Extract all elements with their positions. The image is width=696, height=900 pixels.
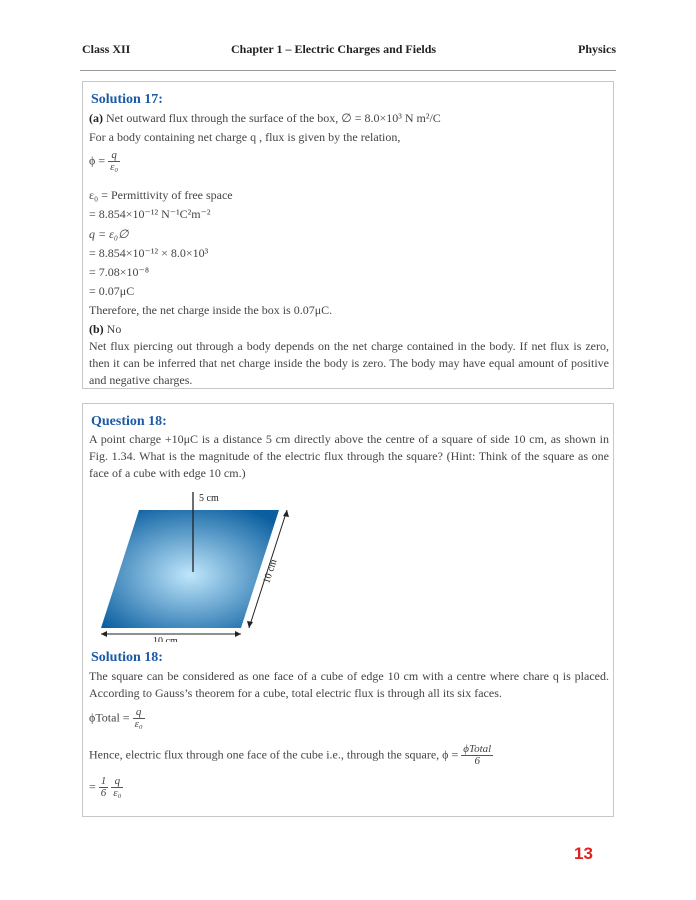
part-b (89, 322, 121, 337)
face-fraction-denominator: 6 (474, 755, 480, 767)
calc-step-3: = 0.07μC (89, 284, 135, 298)
solution-17-line1 (89, 111, 441, 126)
one-sixth-denominator: 6 (100, 787, 107, 799)
one-face-line (89, 744, 493, 767)
solution-17-line2: For a body containing net charge q , flux is given by the relation, (89, 130, 401, 144)
solution-18-heading: Solution 18: (91, 650, 163, 665)
question-18-text: A point charge +10μC is a distance 5 cm directly above the centre of a square of side 10 cm, as shown in Fig. 1.34. What is the magnitude of the electric flux through the square? (Hint: Think of the square as one face of a cube with edge 10 cm.) (89, 432, 609, 480)
label-side-10cm: 10 cm (261, 558, 280, 585)
square-diagram (101, 492, 301, 642)
total-flux-fraction (133, 707, 145, 730)
charge-equation: q = ε₀∅ (89, 227, 129, 241)
part-b-label: (b) (89, 322, 104, 336)
one-face-text: Hence, electric flux through one face of the cube i.e., through the square, ϕ = (89, 747, 459, 762)
page-header (80, 42, 616, 62)
final-eps-denominator: ε₀ (113, 787, 122, 799)
calc-step-2: = 7.08×10⁻⁸ (89, 265, 150, 279)
final-result (89, 776, 123, 799)
one-sixth-fraction (99, 776, 109, 799)
bottom-arrow-left (101, 631, 107, 637)
total-fraction-numerator: q (133, 707, 145, 719)
face-flux-fraction (461, 744, 493, 767)
solution-17-heading: Solution 17: (91, 92, 163, 107)
side-arrow-bottom (247, 621, 253, 628)
final-q-numerator: q (111, 776, 123, 788)
header-subject: Physics (577, 42, 616, 56)
header-divider (80, 70, 616, 71)
q-over-eps-fraction (108, 150, 120, 173)
label-5cm: 5 cm (199, 493, 219, 504)
final-equals: = (89, 779, 96, 794)
conclusion: Therefore, the net charge inside the box is 0.07μC. (89, 303, 333, 317)
gauss-formula (89, 150, 120, 173)
solution-18-text: The square can be considered as one face of a cube of edge 10 cm with a centre where chare q is placed. According to Gauss’s theorem for a cube, total electric flux is through all its six faces. (89, 669, 609, 700)
square-face (101, 510, 279, 628)
q-over-eps-final-fraction (111, 776, 123, 799)
question-18-heading: Question 18: (91, 414, 167, 429)
part-a-label: (a) (89, 111, 103, 125)
one-sixth-numerator: 1 (100, 775, 107, 787)
total-fraction-denominator: ε₀ (134, 718, 143, 730)
calc-step-1: = 8.854×10⁻¹² × 8.0×10³ (89, 246, 209, 260)
bottom-arrow-right (235, 631, 241, 637)
side-arrow-top (283, 510, 289, 517)
fraction-numerator: q (108, 150, 120, 162)
face-fraction-numerator: ϕTotal (463, 743, 492, 755)
solution-17-explanation: Net flux piercing out through a body depends on the net charge contained in the body. If net flux is zero, then it can be inferred that net charge inside the body is zero. The body may have equal amount of positive and negative charges. (89, 339, 609, 387)
label-bottom-10cm: 10 cm (153, 636, 178, 642)
header-class: Class XII (82, 42, 131, 56)
phi-label: ϕ = (89, 153, 106, 168)
fraction-denominator: ε₀ (110, 161, 119, 173)
question-18-box (82, 403, 614, 817)
eps-value: = 8.854×10⁻¹² N⁻¹C²m⁻² (89, 207, 211, 221)
square-figure (101, 492, 301, 642)
phi-total-label: ϕTotal = (89, 710, 130, 725)
page-number: 13 (574, 844, 593, 863)
flux-statement: Net outward flux through the surface of the box, ∅ = 8.0×10³ N m²/C (106, 111, 441, 125)
eps-definition: ε₀ = Permittivity of free space (89, 188, 233, 202)
header-chapter: Chapter 1 – Electric Charges and Fields (231, 42, 437, 56)
part-b-answer: No (106, 322, 122, 336)
solution-17-box (82, 81, 614, 389)
total-flux-formula (89, 707, 145, 730)
